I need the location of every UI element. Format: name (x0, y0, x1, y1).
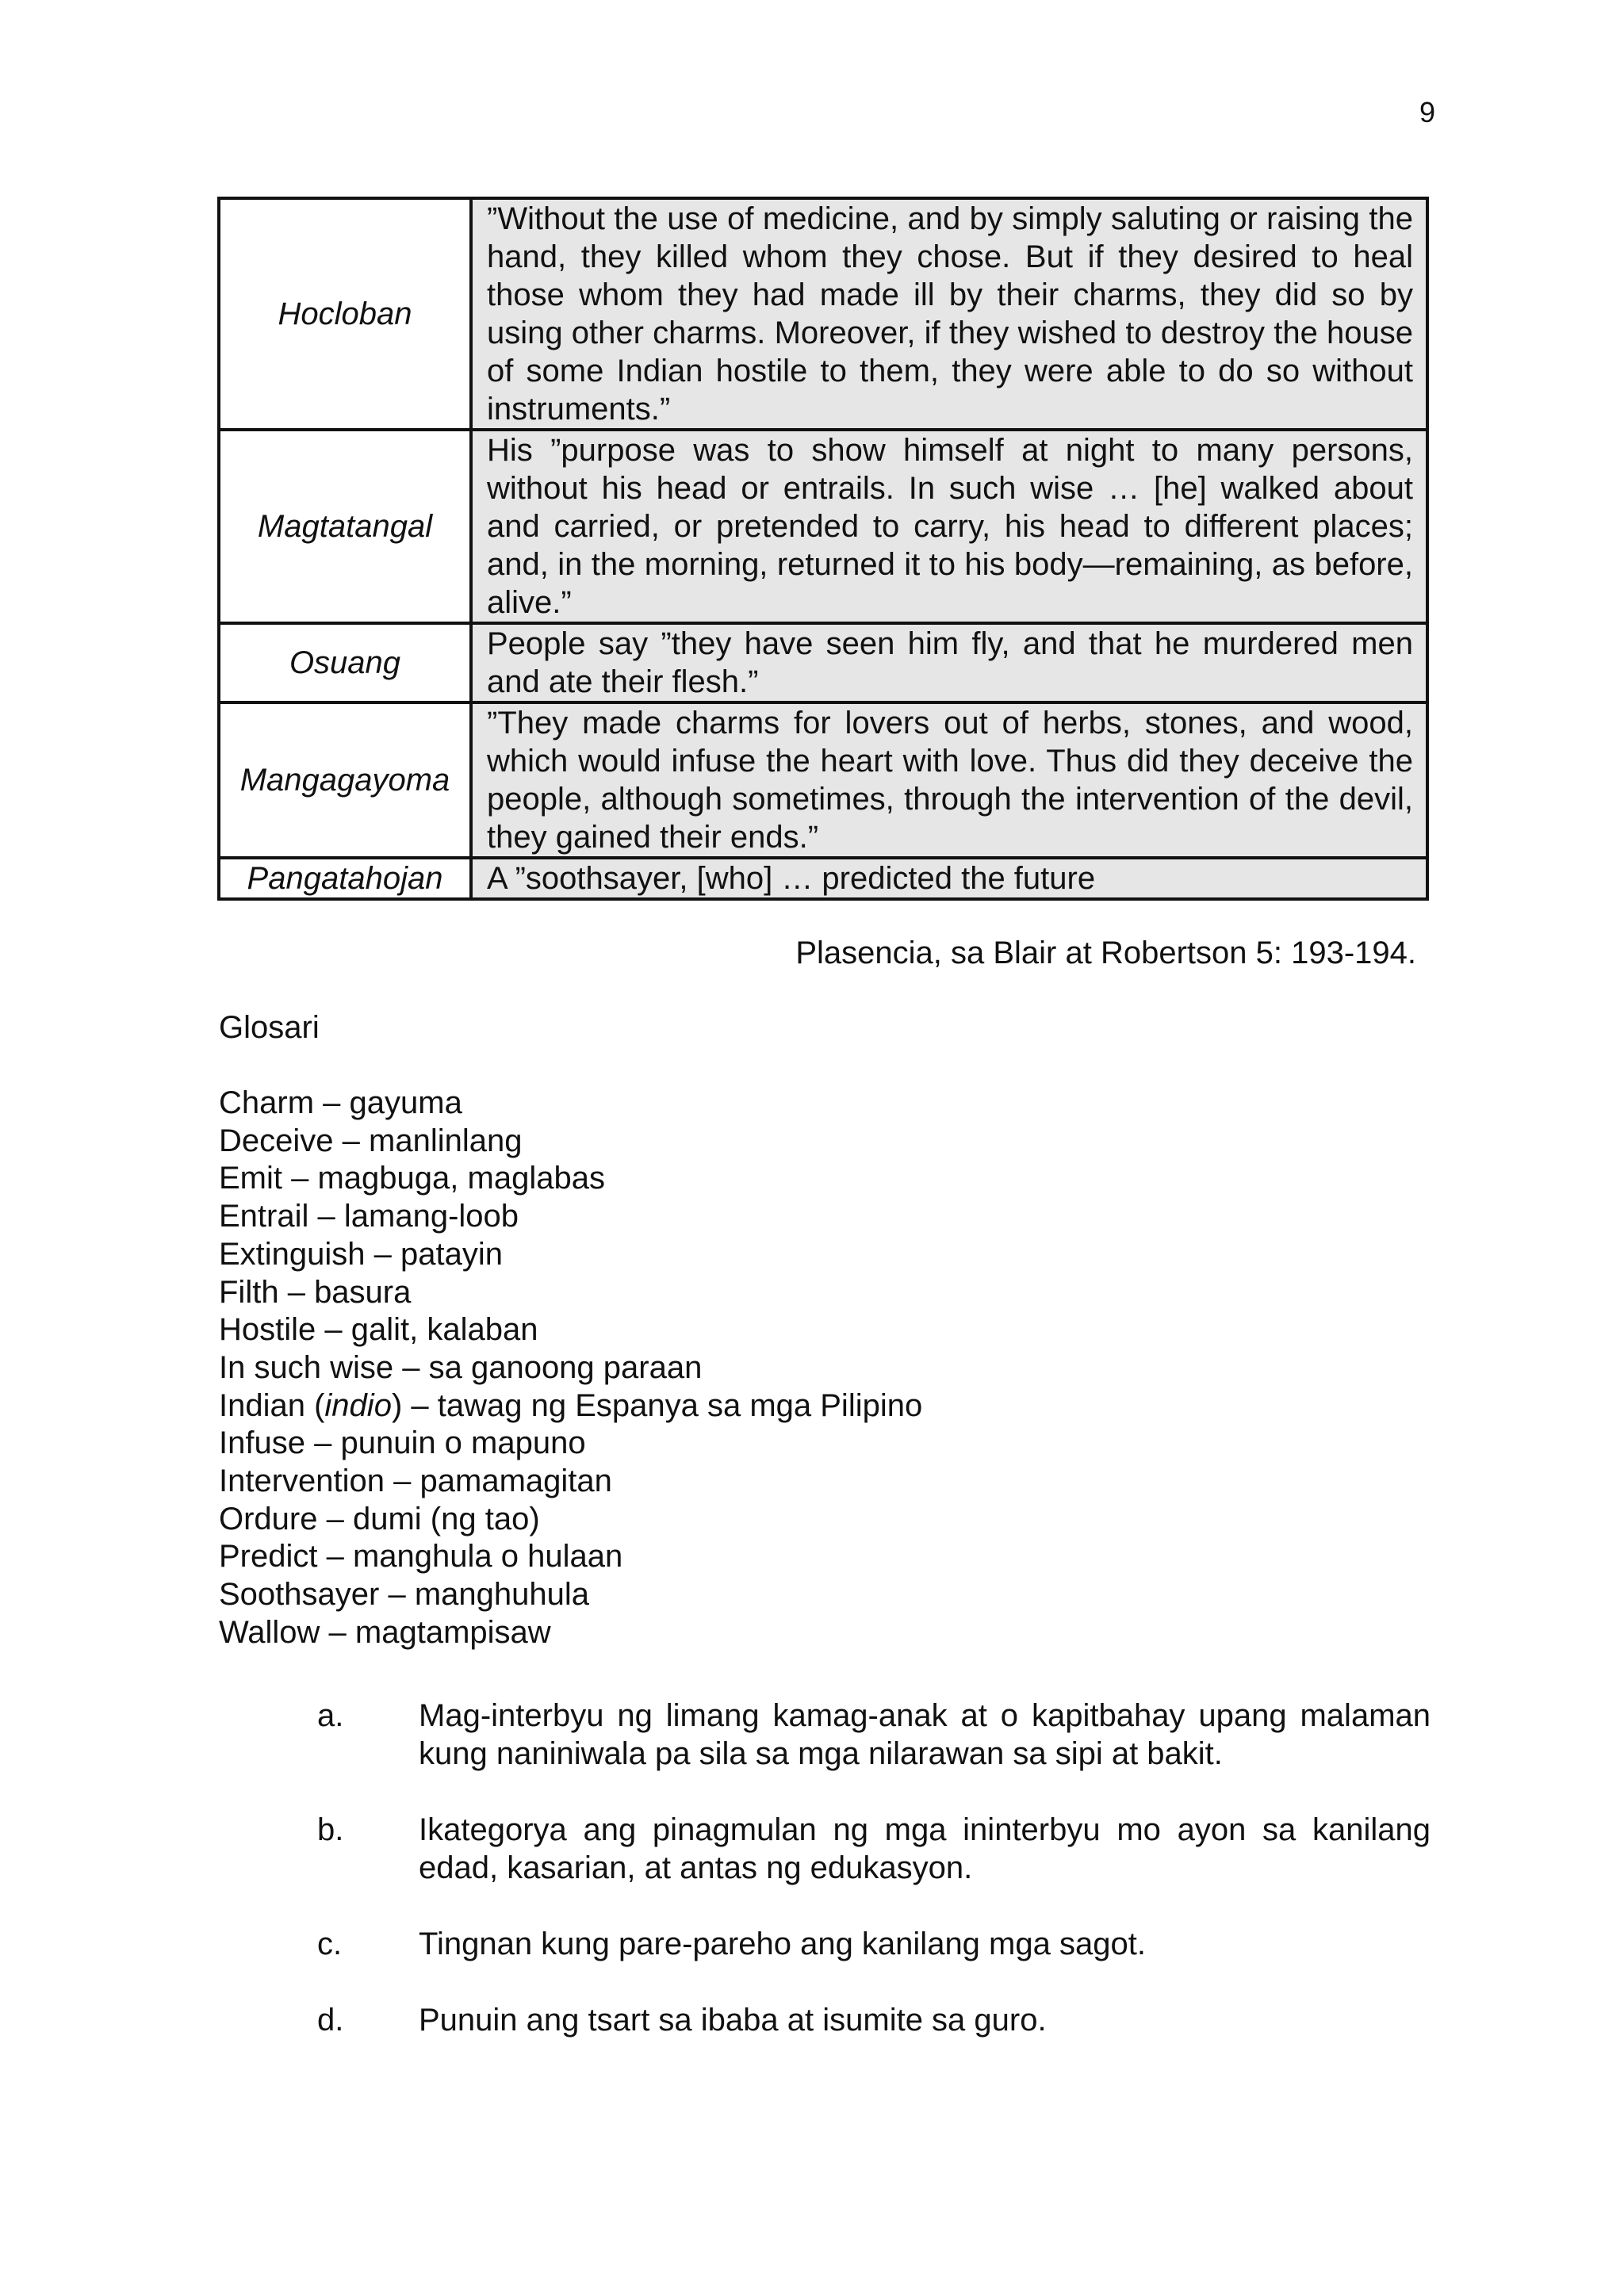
glossary-item: Wallow – magtampisaw (219, 1614, 551, 1650)
term-cell: Pangatahojan (219, 858, 471, 899)
source-citation: Plasencia, sa Blair at Robertson 5: 193-194. (795, 936, 1416, 970)
table-row (219, 198, 1427, 430)
glossary-item: Entrail – lamang-loob (219, 1199, 519, 1234)
instruction-step (317, 1925, 1431, 1963)
glossary-item: Intervention – pamamagitan (219, 1464, 612, 1499)
glossary-word: Filth (219, 1274, 279, 1310)
table-row (219, 623, 1427, 702)
definitions-table (217, 197, 1429, 901)
instruction-step (317, 2001, 1431, 2039)
glossary-item: In such wise – sa ganoong paraan (219, 1349, 703, 1385)
glossary-meaning: gayuma (349, 1085, 462, 1120)
glossary-word: Indian (219, 1387, 305, 1423)
glossary-word-note: indio (324, 1387, 392, 1423)
glossary-word: Entrail (219, 1199, 309, 1234)
page-number: 9 (1419, 96, 1435, 128)
glossary-item: Emit – magbuga, maglabas (219, 1161, 605, 1196)
instruction-step (317, 1811, 1431, 1887)
table-row (219, 430, 1427, 623)
term-cell: Magtatangal (219, 430, 471, 623)
glossary-item: Infuse – punuin o mapuno (219, 1425, 586, 1461)
glossary-meaning: patayin (400, 1236, 504, 1272)
description-cell: A ”soothsayer, [who] … predicted the future (471, 858, 1427, 899)
glossary-meaning: magbuga, maglabas (317, 1161, 605, 1196)
glossary-word: Hostile (219, 1312, 316, 1348)
glossary-word: In such wise (219, 1349, 394, 1385)
glossary-item: Ordure – dumi (ng tao) (219, 1501, 540, 1536)
step-letter: b. (317, 1812, 344, 1847)
step-letter: a. (317, 1698, 344, 1733)
glossary-word: Predict (219, 1539, 318, 1575)
glossary-item: Indian (indio) – tawag ng Espanya sa mga Pilipino (219, 1387, 923, 1423)
glossary-item: Soothsayer – manghuhula (219, 1577, 590, 1613)
table-row (219, 858, 1427, 899)
glossary-word: Ordure (219, 1501, 318, 1536)
description-cell: His ”purpose was to show himself at night to many persons, without his head or entrails. In such wise … [he] walked about and carried, or pretended to carry, his head to different places; and, in the morning, returned it to his body—remaining, as before, alive.” (471, 430, 1427, 623)
glossary-item: Hostile – galit, kalaban (219, 1312, 538, 1348)
step-letter: c. (317, 1927, 343, 1961)
glossary-meaning: punuin o mapuno (340, 1425, 586, 1461)
glossary-meaning: magtampisaw (354, 1614, 551, 1650)
glossary-list (219, 1085, 922, 1652)
term-cell: Osuang (219, 623, 471, 702)
instruction-steps (317, 1697, 1431, 2039)
glossary-meaning: dumi (ng tao) (352, 1501, 540, 1536)
instruction-step (317, 1697, 1431, 1773)
glossary-meaning: basura (314, 1274, 412, 1310)
glossary-heading: Glosari (219, 1010, 320, 1045)
glossary-word: Charm (219, 1085, 315, 1120)
glossary-item: Charm – gayuma (219, 1085, 462, 1120)
description-cell: ”Without the use of medicine, and by simply saluting or raising the hand, they killed whom they chose. But if they desired to heal those whom they had made ill by their charms, they did so by using other charms. Moreover, if they wished to destroy the house of some Indian hostile to them, they were able to do so without instruments.” (471, 198, 1427, 430)
glossary-item: Predict – manghula o hulaan (219, 1539, 623, 1575)
glossary-word: Emit (219, 1161, 282, 1196)
table-row (219, 702, 1427, 858)
glossary-word: Extinguish (219, 1236, 366, 1272)
glossary-meaning: galit, kalaban (350, 1312, 538, 1348)
step-text: Mag-interbyu ng limang kamag-anak at o kapitbahay upang malaman kung naniniwala pa sila sa mga nilarawan sa sipi at bakit. (419, 1698, 1431, 1771)
glossary-word: Deceive (219, 1123, 334, 1158)
glossary-item: Filth – basura (219, 1274, 412, 1310)
term-cell: Hocloban (219, 198, 471, 430)
glossary-meaning: sa ganoong paraan (428, 1349, 703, 1385)
glossary-meaning: tawag ng Espanya sa mga Pilipino (437, 1387, 923, 1423)
glossary-item: Deceive – manlinlang (219, 1123, 523, 1158)
glossary-meaning: manlinlang (369, 1123, 523, 1158)
glossary-meaning: pamamagitan (419, 1464, 612, 1499)
glossary-meaning: lamang-loob (343, 1199, 519, 1234)
step-text: Ikategorya ang pinagmulan ng mga ininterbyu mo ayon sa kanilang edad, kasarian, at antas ng edukasyon. (419, 1812, 1431, 1885)
step-text: Punuin ang tsart sa ibaba at isumite sa guro. (419, 2003, 1047, 2038)
glossary-meaning: manghula o hulaan (352, 1539, 623, 1575)
glossary-word: Wallow (219, 1614, 320, 1650)
step-letter: d. (317, 2003, 344, 2038)
glossary-word: Soothsayer (219, 1577, 380, 1613)
glossary-word: Infuse (219, 1425, 305, 1461)
step-text: Tingnan kung pare-pareho ang kanilang mga sagot. (419, 1927, 1146, 1961)
glossary-meaning: manghuhula (414, 1577, 590, 1613)
description-cell: ”They made charms for lovers out of herbs, stones, and wood, which would infuse the heart with love. Thus did they deceive the people, although sometimes, through the intervention of the devil, they gained their ends.” (471, 702, 1427, 858)
glossary-item: Extinguish – patayin (219, 1236, 504, 1272)
term-cell: Mangagayoma (219, 702, 471, 858)
description-cell: People say ”they have seen him fly, and that he murdered men and ate their flesh.” (471, 623, 1427, 702)
glossary-word: Intervention (219, 1464, 385, 1499)
